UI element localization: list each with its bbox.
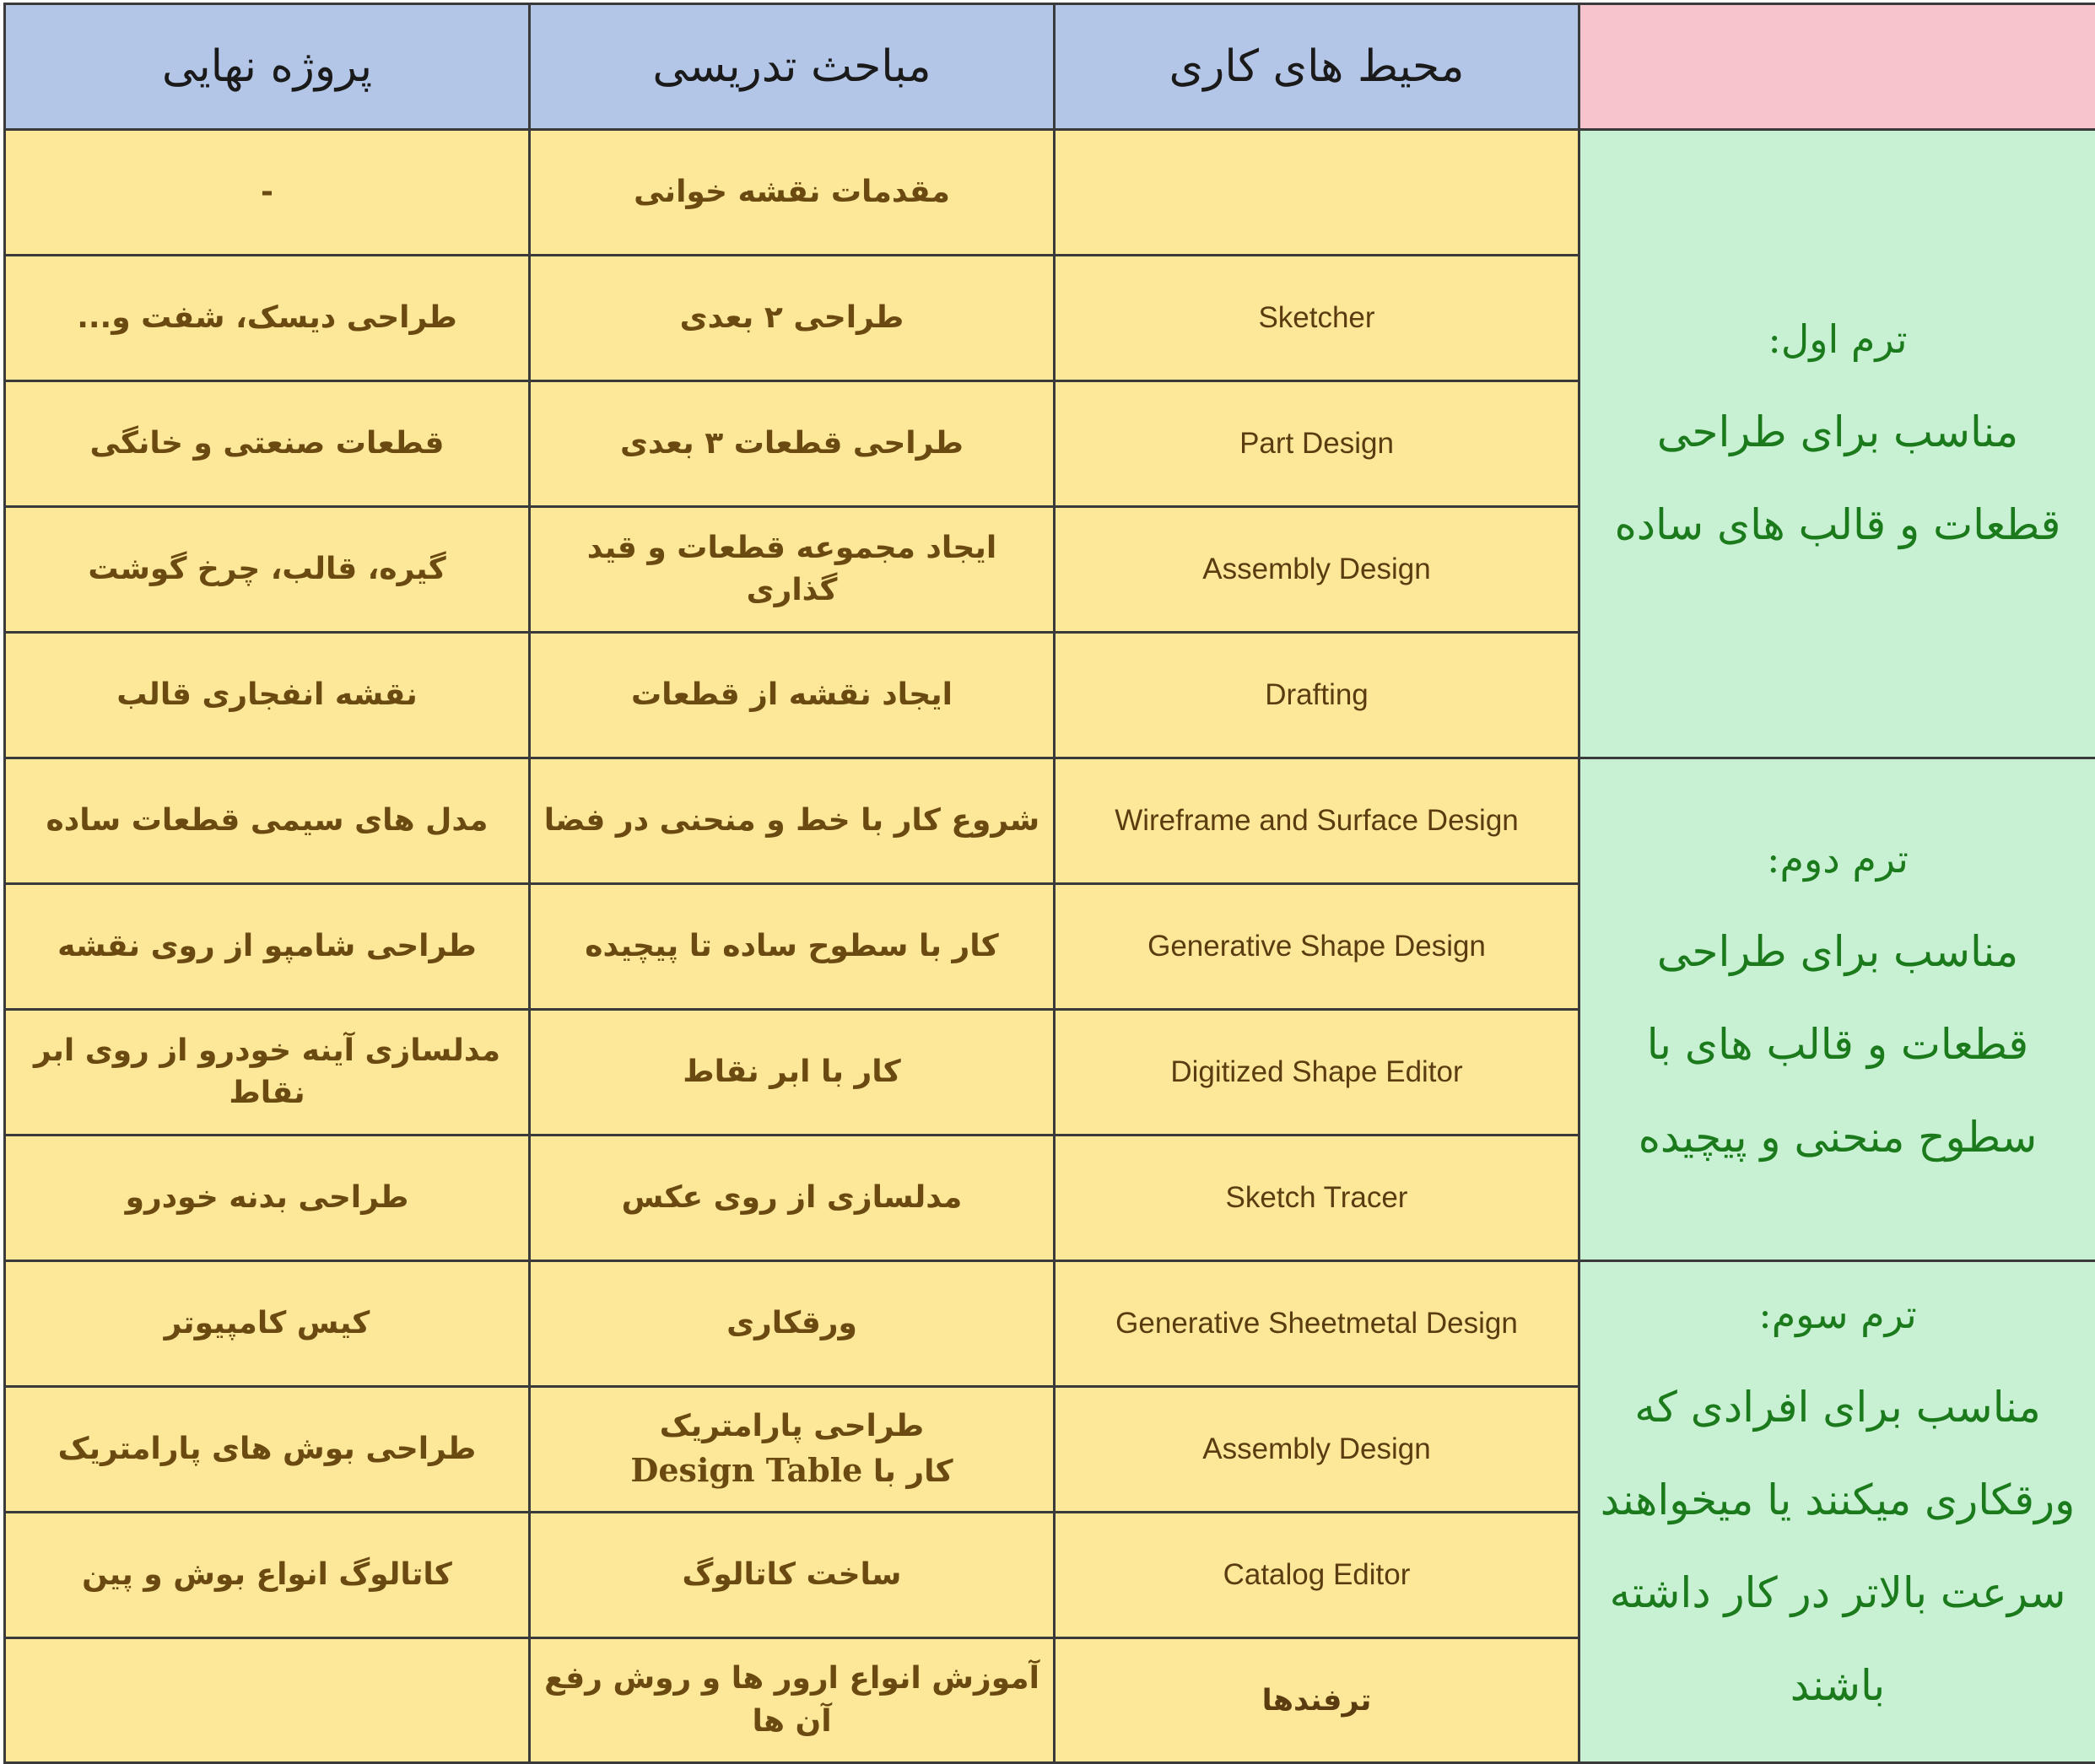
- term-2-cell: [1579, 758, 2095, 1261]
- term-description: مناسب برای طراحی قطعات و قالب های ساده: [1590, 386, 2085, 571]
- term-title: ترم اول:: [1590, 316, 2085, 362]
- term-description: مناسب برای طراحی قطعات و قالب های با سطوح منحنی و پیچیده: [1590, 905, 2085, 1184]
- final-project-cell: طراحی شامپو از روی نقشه: [5, 884, 530, 1010]
- environment-cell: [1055, 130, 1579, 256]
- topic-cell: کار با ابر نقاط: [530, 1010, 1055, 1136]
- topic-cell: آموزش انواع ارور ها و روش رفع آن ها: [530, 1638, 1055, 1763]
- topic-cell: مقدمات نقشه خوانی: [530, 130, 1055, 256]
- environment-cell: Catalog Editor: [1055, 1513, 1579, 1638]
- environment-cell: Assembly Design: [1055, 507, 1579, 633]
- topic-cell: شروع کار با خط و منحنی در فضا: [530, 758, 1055, 884]
- final-project-cell: طراحی دیسک، شفت و...: [5, 256, 530, 381]
- topic-line-2-prefix: کار با: [873, 1454, 953, 1489]
- header-topics: مباحث تدریسی: [530, 4, 1055, 130]
- table-row: [5, 130, 2095, 256]
- syllabus-table: [3, 3, 2095, 1764]
- topic-cell: ایجاد مجموعه قطعات و قید گذاری: [530, 507, 1055, 633]
- topic-line-2: [541, 1448, 1043, 1493]
- topic-cell: ورقکاری: [530, 1261, 1055, 1387]
- header-final-project: پروژه نهایی: [5, 4, 530, 130]
- topic-line-1: طراحی پارامتریک: [541, 1405, 1043, 1448]
- final-project-cell: -: [5, 130, 530, 256]
- table-row: [5, 1261, 2095, 1387]
- final-project-cell: کیس کامپیوتر: [5, 1261, 530, 1387]
- environment-cell: Assembly Design: [1055, 1387, 1579, 1513]
- environment-cell: Wireframe and Surface Design: [1055, 758, 1579, 884]
- environment-cell: ترفندها: [1055, 1638, 1579, 1763]
- final-project-cell: کاتالوگ انواع بوش و پین: [5, 1513, 530, 1638]
- environment-cell: Digitized Shape Editor: [1055, 1010, 1579, 1136]
- final-project-cell: مدل های سیمی قطعات ساده: [5, 758, 530, 884]
- topic-cell: [530, 1387, 1055, 1513]
- design-table-label: Design Table: [630, 1451, 862, 1489]
- term-3-cell: [1579, 1261, 2095, 1763]
- final-project-cell: قطعات صنعتی و خانگی: [5, 381, 530, 507]
- final-project-cell: طراحی بوش های پارامتریک: [5, 1387, 530, 1513]
- environment-cell: Sketch Tracer: [1055, 1136, 1579, 1261]
- table-row: [5, 758, 2095, 884]
- environment-cell: Generative Shape Design: [1055, 884, 1579, 1010]
- environment-cell: Generative Sheetmetal Design: [1055, 1261, 1579, 1387]
- topic-cell: ساخت کاتالوگ: [530, 1513, 1055, 1638]
- topic-cell: مدلسازی از روی عکس: [530, 1136, 1055, 1261]
- environment-cell: Drafting: [1055, 633, 1579, 758]
- final-project-cell: [5, 1638, 530, 1763]
- term-1-cell: [1579, 130, 2095, 758]
- topic-cell: کار با سطوح ساده تا پیچیده: [530, 884, 1055, 1010]
- topic-cell: ایجاد نقشه از قطعات: [530, 633, 1055, 758]
- final-project-cell: نقشه انفجاری قالب: [5, 633, 530, 758]
- topic-cell: طراحی قطعات ۳ بعدی: [530, 381, 1055, 507]
- term-title: ترم سوم:: [1590, 1292, 2085, 1337]
- environment-cell: Part Design: [1055, 381, 1579, 507]
- header-work-environments: محیط های کاری: [1055, 4, 1579, 130]
- topic-cell: طراحی ۲ بعدی: [530, 256, 1055, 381]
- final-project-cell: مدلسازی آینه خودرو از روی ابر نقاط: [5, 1010, 530, 1136]
- final-project-cell: گیره، قالب، چرخ گوشت: [5, 507, 530, 633]
- header-term: [1579, 4, 2095, 130]
- header-row: [5, 4, 2095, 130]
- final-project-cell: طراحی بدنه خودرو: [5, 1136, 530, 1261]
- term-title: ترم دوم:: [1590, 836, 2085, 882]
- environment-cell: Sketcher: [1055, 256, 1579, 381]
- term-description: مناسب برای افرادی که ورقکاری میکنند یا میخواهند سرعت بالاتر در کار داشته باشند: [1590, 1361, 2085, 1732]
